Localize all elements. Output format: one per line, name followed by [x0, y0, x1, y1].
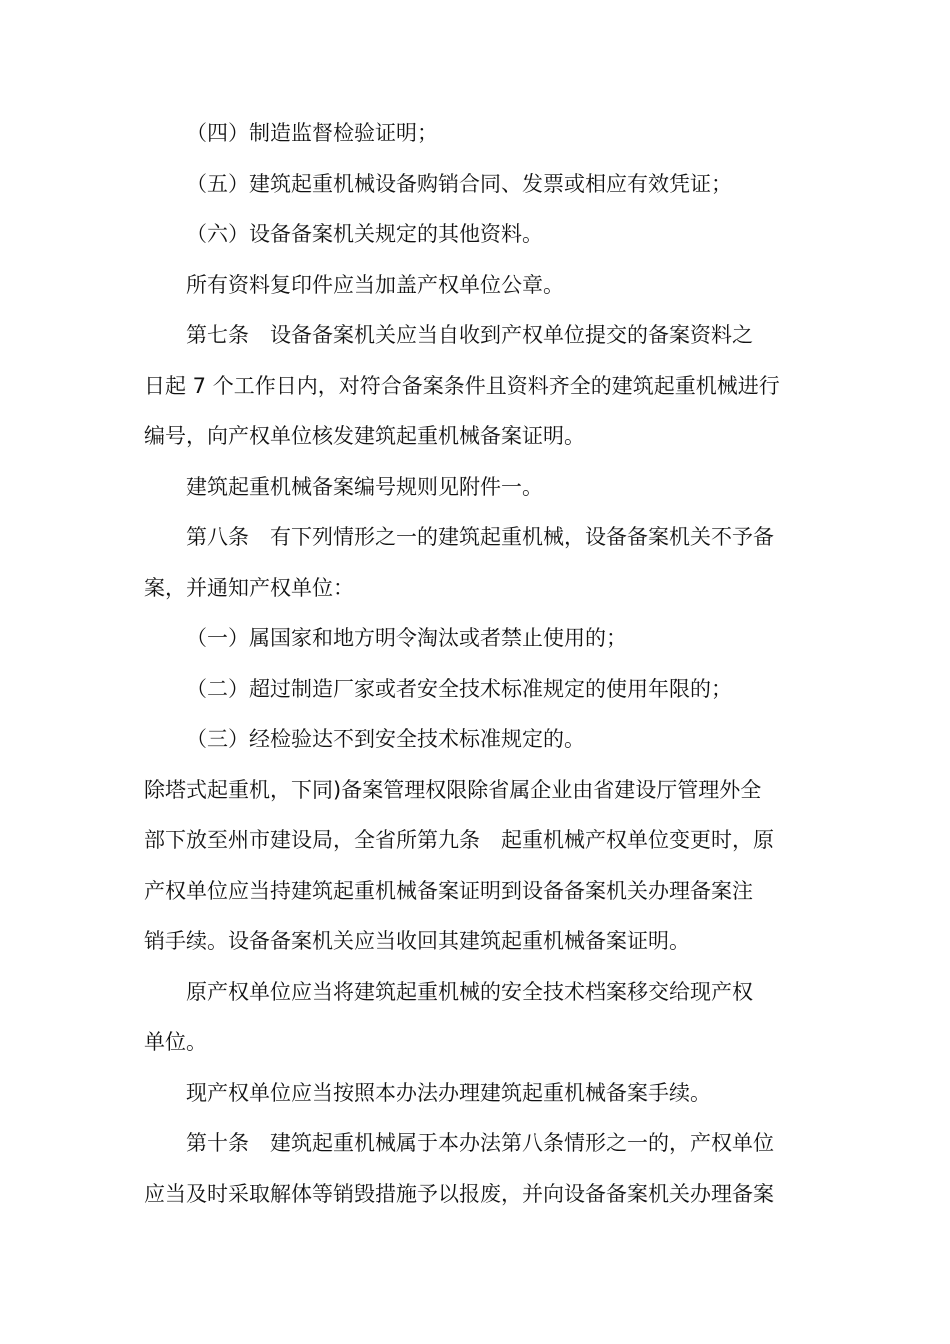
paragraph-line: 原产权单位应当将建筑起重机械的安全技术档案移交给现产权 [186, 979, 753, 1004]
paragraph [144, 664, 814, 715]
paragraph-line: 所有资料复印件应当加盖产权单位公章。 [186, 272, 564, 297]
paragraph [144, 462, 814, 513]
document-body [144, 108, 814, 1219]
paragraph-line: 第七条 设备备案机关应当自收到产权单位提交的备案资料之 [186, 323, 753, 347]
paragraph-line: 第八条 有下列情形之一的建筑起重机械，设备备案机关不予备 [186, 525, 774, 549]
paragraph-line: 部下放至州市建设局，全省所第九条 起重机械产权单位变更时，原 [144, 828, 774, 852]
paragraph-line: 现产权单位应当按照本办法办理建筑起重机械备案手续。 [186, 1080, 711, 1105]
paragraph [144, 108, 814, 159]
paragraph [144, 512, 814, 613]
paragraph [144, 209, 814, 260]
paragraph [144, 714, 814, 765]
paragraph [144, 310, 814, 462]
paragraph-line: 案，并通知产权单位： [144, 575, 354, 600]
paragraph-line: （二）超过制造厂家或者安全技术标准规定的使用年限的； [186, 676, 732, 701]
paragraph-line: 第十条 建筑起重机械属于本办法第八条情形之一的，产权单位 [186, 1131, 774, 1155]
paragraph-line: （四）制造监督检验证明； [186, 121, 438, 145]
paragraph [144, 765, 814, 967]
paragraph-line: （三）经检验达不到安全技术标准规定的。 [186, 727, 585, 751]
paragraph-line: （五）建筑起重机械设备购销合同、发票或相应有效凭证； [186, 171, 732, 196]
paragraph-line: 销手续。设备备案机关应当收回其建筑起重机械备案证明。 [144, 929, 690, 953]
paragraph-line: （六）设备备案机关规定的其他资料。 [186, 222, 543, 246]
paragraph-line: 日起 7 个工作日内，对符合备案条件且资料齐全的建筑起重机械进行 [144, 373, 780, 398]
paragraph [144, 613, 814, 664]
paragraph [144, 967, 814, 1068]
paragraph-line: 单位。 [144, 1030, 207, 1054]
paragraph-line: 建筑起重机械备案编号规则见附件一。 [186, 474, 543, 499]
paragraph-line: 编号，向产权单位核发建筑起重机械备案证明。 [144, 424, 585, 448]
paragraph [144, 159, 814, 210]
paragraph-line: （一）属国家和地方明令淘汰或者禁止使用的； [186, 626, 627, 650]
paragraph-line: 产权单位应当持建筑起重机械备案证明到设备备案机关办理备案注 [144, 878, 753, 903]
paragraph [144, 260, 814, 311]
paragraph-line: 应当及时采取解体等销毁措施予以报废，并向设备备案机关办理备案 [144, 1181, 774, 1206]
paragraph [144, 1118, 814, 1219]
paragraph [144, 1068, 814, 1119]
paragraph-line: 除塔式起重机，下同)备案管理权限除省属企业由省建设厅管理外全 [144, 777, 762, 802]
